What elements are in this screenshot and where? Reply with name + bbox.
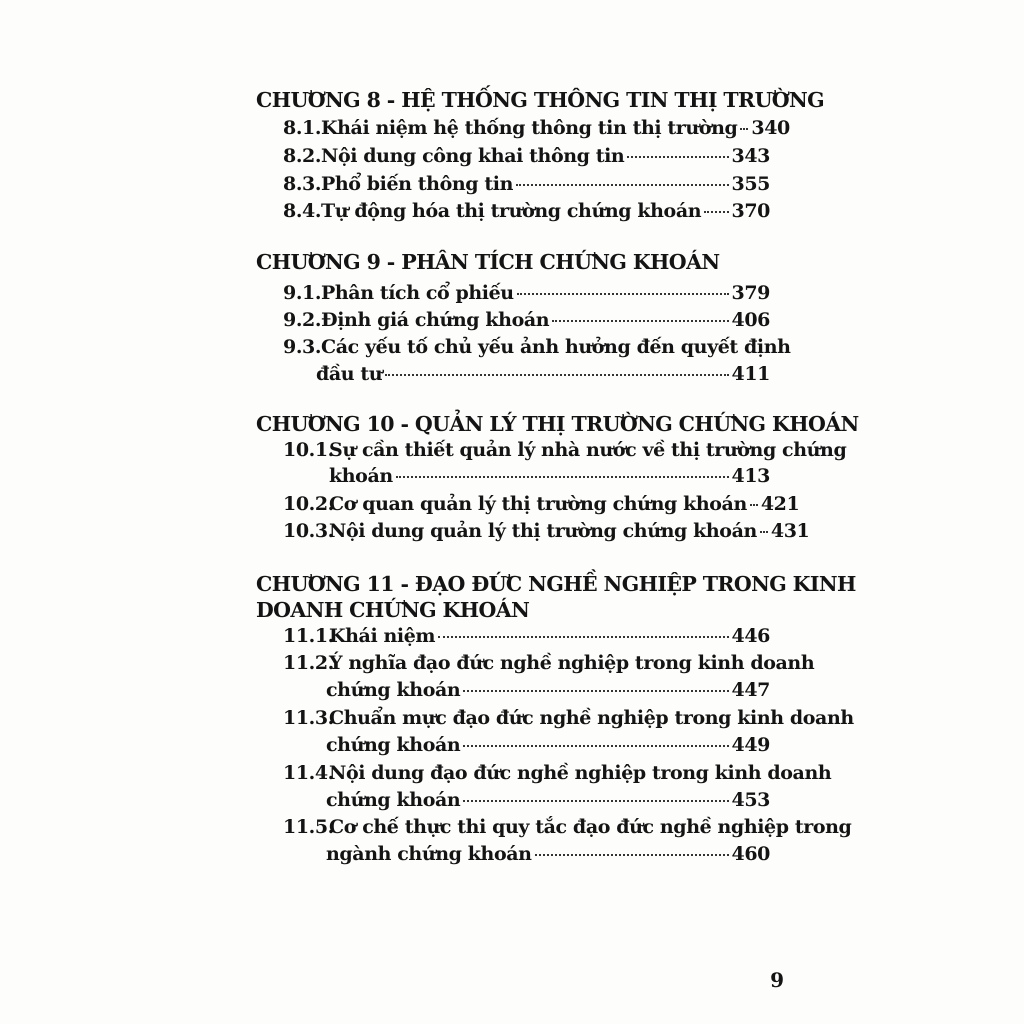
chapter-9-heading: CHƯƠNG 9 - PHÂN TÍCH CHỨNG KHOÁN (256, 250, 720, 274)
dot-leader (535, 854, 729, 856)
toc-entry-9-3-line2 (316, 362, 770, 386)
section-number: 8.2. (283, 145, 322, 167)
section-number: 9.2. (283, 309, 322, 331)
toc-entry-11-4-line1 (283, 761, 832, 785)
dot-leader (463, 800, 728, 802)
section-title-line1: Nội dung đạo đức nghề nghiệp trong kinh doanh (329, 762, 832, 784)
section-title: Nội dung công khai thông tin (321, 145, 625, 167)
section-number: 9.1. (283, 282, 322, 304)
section-number: 8.1. (283, 117, 322, 139)
dot-leader (463, 745, 728, 747)
chapter-8-heading: CHƯƠNG 8 - HỆ THỐNG THÔNG TIN THỊ TRƯỜNG (256, 88, 825, 112)
section-number: 10.1. (283, 439, 334, 461)
dot-leader (516, 184, 729, 186)
section-title: Cơ quan quản lý thị trường chứng khoán (329, 493, 747, 515)
page-ref: 413 (731, 465, 770, 487)
section-title-line2: chứng khoán (326, 734, 461, 756)
toc-entry-10-2 (283, 492, 800, 516)
section-number: 11.4. (283, 762, 334, 784)
section-title: Tự động hóa thị trường chứng khoán (321, 200, 702, 222)
page-number: 9 (770, 968, 784, 992)
dot-leader (750, 504, 758, 506)
section-number: 8.3. (283, 173, 322, 195)
toc-entry-8-1 (283, 116, 790, 140)
section-number: 11.2. (283, 652, 334, 674)
section-number: 11.3. (283, 707, 334, 729)
section-number: 10.2. (283, 493, 334, 515)
section-number: 10.3. (283, 520, 334, 542)
dot-leader (740, 128, 748, 130)
section-title: Phân tích cổ phiếu (321, 282, 514, 304)
page-ref: 447 (731, 679, 770, 701)
section-title: Khái niệm (329, 625, 436, 647)
section-number: 11.5. (283, 816, 334, 838)
toc-entry-8-3 (283, 172, 770, 196)
toc-entry-9-2 (283, 308, 770, 332)
toc-entry-11-5-line2 (326, 842, 770, 866)
dot-leader (552, 320, 728, 322)
page-ref: 431 (770, 520, 810, 542)
page-ref: 411 (731, 363, 770, 385)
chapter-11-heading-line2: DOANH CHỨNG KHOÁN (256, 598, 530, 622)
page-ref: 379 (731, 282, 770, 304)
toc-entry-11-3-line2 (326, 733, 770, 757)
section-number: 11.1. (283, 625, 334, 647)
toc-entry-8-2 (283, 144, 770, 168)
page-ref: 446 (731, 625, 770, 647)
section-title-line1: Cơ chế thực thi quy tắc đạo đức nghề nghiệp trong (329, 816, 852, 838)
toc-entry-11-1 (283, 624, 770, 648)
section-title-line2: khoán (329, 465, 393, 487)
section-title-line1: Chuẩn mực đạo đức nghề nghiệp trong kinh doanh (329, 707, 854, 729)
section-title-line2: ngành chứng khoán (326, 843, 532, 865)
dot-leader (438, 636, 728, 638)
page-ref: 340 (751, 117, 790, 139)
page-ref: 355 (731, 173, 770, 195)
toc-entry-9-3-line1 (283, 335, 791, 359)
section-title-line2: chứng khoán (326, 789, 461, 811)
section-title-line1: Sự cần thiết quản lý nhà nước về thị trường chứng (329, 439, 847, 461)
page-ref: 343 (731, 145, 770, 167)
toc-entry-10-1-line2 (329, 464, 770, 488)
page-ref: 453 (731, 789, 770, 811)
section-title-line1: Các yếu tố chủ yếu ảnh hưởng đến quyết định (321, 336, 791, 358)
dot-leader (704, 211, 728, 213)
toc-entry-11-4-line2 (326, 788, 770, 812)
page-ref: 449 (731, 734, 770, 756)
toc-entry-10-3 (283, 519, 810, 543)
section-title: Khái niệm hệ thống thông tin thị trường (321, 117, 738, 139)
page-ref: 370 (731, 200, 770, 222)
page-ref: 406 (731, 309, 770, 331)
toc-entry-11-5-line1 (283, 815, 852, 839)
toc-entry-11-2-line2 (326, 678, 770, 702)
toc-entry-8-4 (283, 199, 770, 223)
page-ref: 460 (731, 843, 770, 865)
page-ref: 421 (760, 493, 800, 515)
chapter-10-heading: CHƯƠNG 10 - QUẢN LÝ THỊ TRƯỜNG CHỨNG KHOÁN (256, 412, 859, 436)
dot-leader (760, 531, 768, 533)
chapter-11-heading-line1: CHƯƠNG 11 - ĐẠO ĐỨC NGHỀ NGHIỆP TRONG KINH (256, 572, 856, 596)
section-title-line2: chứng khoán (326, 679, 461, 701)
toc-entry-10-1-line1 (283, 438, 847, 462)
section-number: 9.3. (283, 336, 322, 358)
dot-leader (385, 374, 728, 376)
toc-entry-9-1 (283, 281, 770, 305)
section-title-line2: đầu tư (316, 363, 383, 385)
dot-leader (463, 690, 728, 692)
section-title: Định giá chứng khoán (321, 309, 550, 331)
toc-entry-11-3-line1 (283, 706, 854, 730)
section-title: Phổ biến thông tin (321, 173, 513, 195)
dot-leader (627, 156, 728, 158)
toc-entry-11-2-line1 (283, 651, 815, 675)
section-title-line1: Ý nghĩa đạo đức nghề nghiệp trong kinh doanh (329, 652, 815, 674)
dot-leader (517, 293, 729, 295)
section-number: 8.4. (283, 200, 322, 222)
section-title: Nội dung quản lý thị trường chứng khoán (329, 520, 757, 542)
dot-leader (396, 476, 729, 478)
